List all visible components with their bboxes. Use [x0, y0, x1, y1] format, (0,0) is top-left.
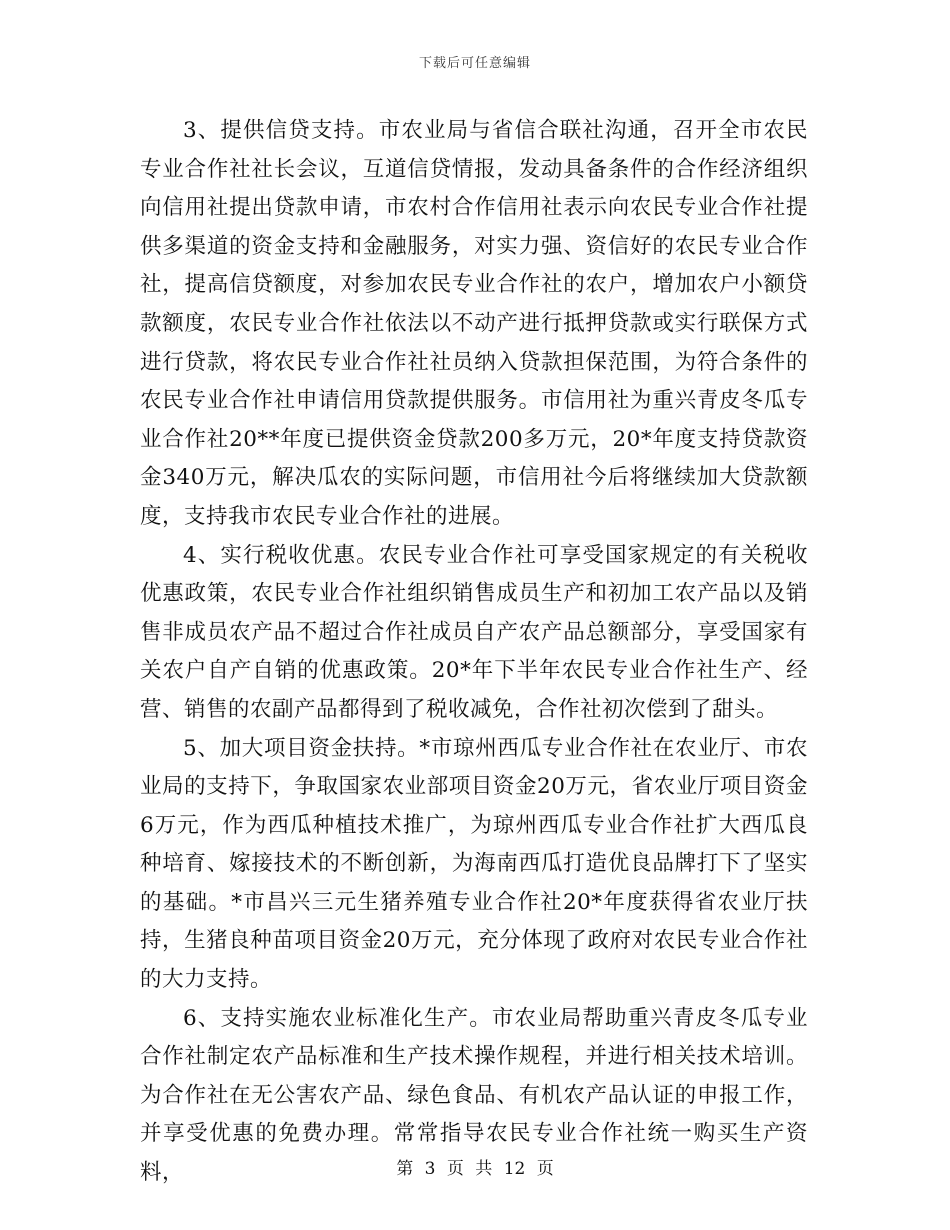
document-body [140, 112, 808, 1193]
page-header: 下载后可任意编辑 [418, 56, 531, 71]
paragraph-credit-support: 3、提供信贷支持。市农业局与省信合联社沟通，召开全市农民专业合作社社长会议，互道信贷情报，发动具备条件的合作经济组织向信用社提出贷款申请，市农村合作信用社表示向农民专业合作社提供多渠道的资金支持和金融服务，对实力强、资信好的农民专业合作社，提高信贷额度，对参加农民专业合作社的农户，增加农户小额贷款额度，农民专业合作社依法以不动产进行抵押贷款或实行联保方式进行贷款，将农民专业合作社社员纳入贷款担保范围，为符合条件的农民专业合作社申请信用贷款提供服务。市信用社为重兴青皮冬瓜专业合作社20**年度已提供资金贷款200多万元，20*年度支持贷款资金340万元，解决瓜农的实际问题，市信用社今后将继续加大贷款额度，支持我市农民专业合作社的进展。 [140, 118, 808, 529]
paragraph-standardized-production: 6、支持实施农业标准化生产。市农业局帮助重兴青皮冬瓜专业合作社制定农产品标准和生产技术操作规程，并进行相关技术培训。为合作社在无公害农产品、绿色食品、有机农产品认证的申报工作，并享受优惠的免费办理。常常指导农民专业合作社统一购买生产资料， [140, 1005, 808, 1186]
page-number-footer: 第 3 页 共 12 页 [396, 1159, 554, 1179]
paragraph-project-funding: 5、加大项目资金扶持。*市琼州西瓜专业合作社在农业厅、市农业局的支持下，争取国家农业部项目资金20万元，省农业厅项目资金6万元，作为西瓜种植技术推广，为琼州西瓜专业合作社扩大西瓜良种培育、嫁接技术的不断创新，为海南西瓜打造优良品牌打下了坚实的基础。*市昌兴三元生猪养殖专业合作社20*年度获得省农业厅扶持，生猪良种苗项目资金20万元，充分体现了政府对农民专业合作社的大力支持。 [140, 735, 808, 993]
paragraph-tax-preference: 4、实行税收优惠。农民专业合作社可享受国家规定的有关税收优惠政策，农民专业合作社组织销售成员生产和初加工农产品以及销售非成员农产品不超过合作社成员自产农产品总额部分，享受国家有关农户自产自销的优惠政策。20*年下半年农民专业合作社生产、经营、销售的农副产品都得到了税收减免，合作社初次偿到了甜头。 [140, 542, 808, 722]
